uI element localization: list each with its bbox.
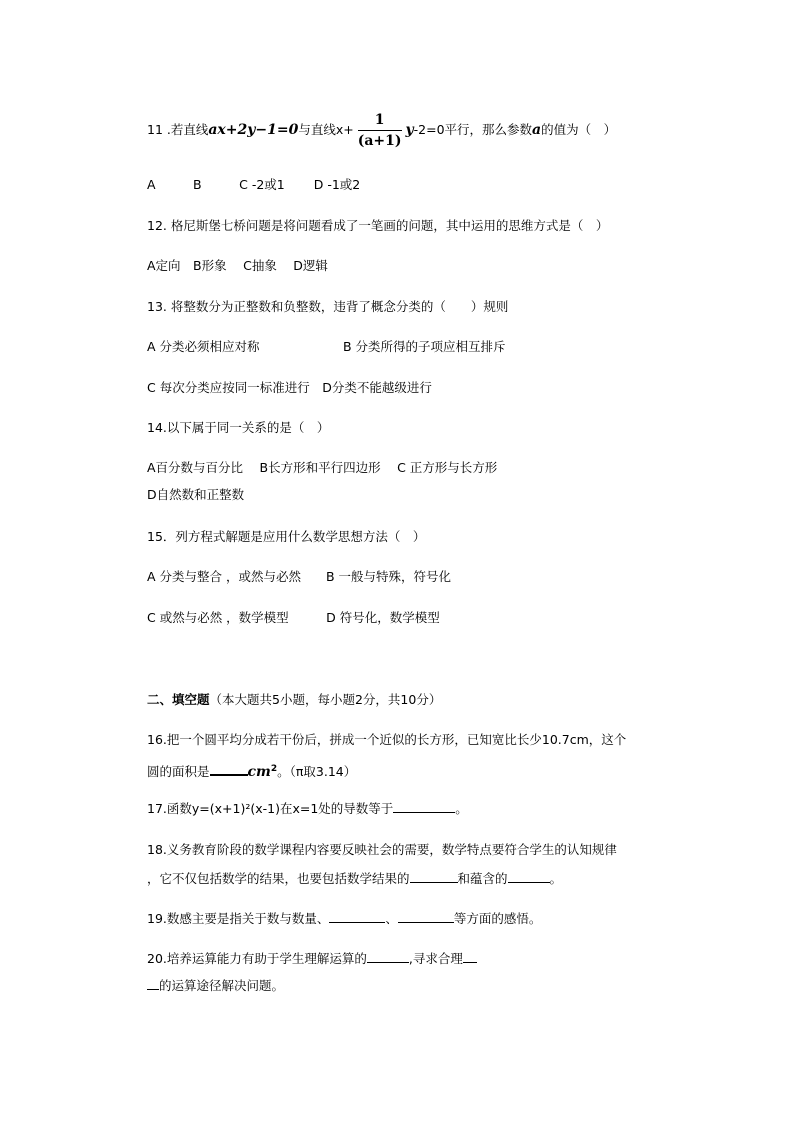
q19-pre: 19.数感主要是指关于数与数量、 [147, 911, 330, 926]
q19-post: 等方面的感悟。 [453, 911, 542, 926]
q20-line1 [147, 951, 477, 967]
question-12: 12. 格尼斯堡七桥问题是将问题看成了一笔画的问题，其中运用的思维方式是（ ） [147, 218, 609, 233]
question-17 [147, 801, 468, 817]
q11-a: a [532, 122, 542, 138]
q18-line2 [147, 871, 562, 887]
answer-blank [210, 774, 248, 776]
q13-options-cd: C 每次分类应按同一标准进行 D分类不能越级进行 [147, 380, 432, 395]
q18-line1: 18.义务教育阶段的数学课程内容要反映社会的需要，数学特点要符合学生的认知规律 [147, 842, 617, 857]
q14-option-d: D自然数和正整数 [147, 487, 245, 502]
q11-prefix: 11 .若直线 [147, 122, 209, 137]
q19-sep: 、 [385, 911, 398, 926]
q17-post: 。 [455, 801, 468, 816]
q11-fraction [358, 112, 402, 149]
section-2-heading [147, 692, 441, 708]
q11-y: y [405, 122, 414, 138]
q11-tail: -2=0平行，那么参数 [413, 122, 533, 137]
q18-post: 。 [549, 871, 563, 886]
answer-blank [508, 882, 550, 883]
q11-mid: 与直线x+ [298, 122, 354, 137]
q16-sup: 2 [270, 764, 278, 774]
answer-blank [463, 962, 477, 963]
question-11 [147, 112, 616, 149]
question-15: 15．列方程式解题是应用什么数学思想方法（ ） [147, 529, 426, 544]
q13-option-b: B 分类所得的子项应相互排斥 [343, 339, 506, 354]
q17-pre: 17.函数y=(x+1)²(x-1)在x=1处的导数等于 [147, 801, 394, 816]
q20-line2-text: 的运算途径解决问题。 [159, 978, 285, 993]
q13-option-a: A 分类必须相应对称 [147, 339, 260, 354]
q16-line1: 16.把一个圆平均分成若干份后，拼成一个近似的长方形，已知宽比长少10.7cm，这个 [147, 732, 627, 747]
q15-options-cd: C 或然与必然 ，数学模型 D 符号化，数学模型 [147, 610, 440, 625]
question-13: 13. 将整数分为正整数和负整数，违背了概念分类的（ ）规则 [147, 299, 509, 314]
q11-end: 的值为（ ） [541, 122, 617, 137]
q16-unit: cm [247, 764, 271, 781]
q18-mid: 和蕴含的 [457, 871, 508, 886]
q20-line2 [147, 978, 284, 994]
q15-options-ab: A 分类与整合 ，或然与必然 B 一般与特殊，符号化 [147, 569, 452, 584]
q11-equation: ax+2y−1=0 [208, 122, 299, 138]
answer-blank [398, 922, 454, 923]
q20-pre: 20.培养运算能力有助于学生理解运算的 [147, 951, 367, 966]
q20-mid: ,寻求合理 [408, 951, 463, 966]
fraction-numerator: 1 [358, 112, 402, 131]
answer-blank [393, 812, 455, 813]
section-note: （本大题共5小题，每小题2分，共10分） [209, 692, 442, 707]
q14-options: A百分数与百分比 B长方形和平行四边形 C 正方形与长方形 [147, 460, 498, 475]
question-19 [147, 911, 541, 927]
section-title: 二、填空题 [147, 692, 210, 707]
answer-blank [329, 922, 385, 923]
q18-pre: ，它不仅包括数学的结果，也要包括数学结果的 [147, 871, 410, 886]
q16-line2 [147, 761, 356, 780]
fraction-denominator: (a+1) [357, 133, 402, 149]
question-14: 14.以下属于同一关系的是（ ） [147, 420, 330, 435]
q16-post: 。（π取3.14） [277, 764, 357, 780]
q11-options: A B C -2或1 D -1或2 [147, 177, 361, 192]
q16-pre: 圆的面积是 [147, 764, 210, 780]
answer-blank [147, 989, 159, 990]
answer-blank [410, 882, 458, 883]
answer-blank [367, 962, 409, 963]
q12-options: A定向 B形象 C抽象 D逻辑 [147, 258, 328, 273]
